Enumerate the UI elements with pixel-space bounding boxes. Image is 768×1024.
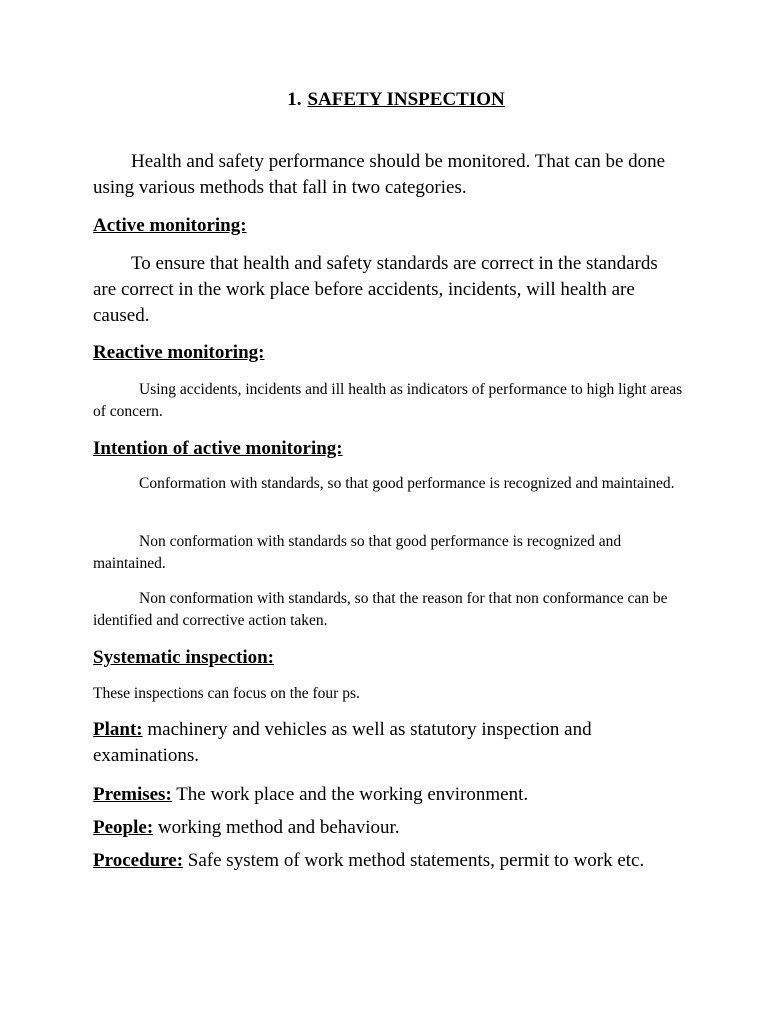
intention-item: Conformation with standards, so that good performance is recognized and maintained. (139, 475, 675, 492)
page-title (0, 88, 768, 112)
plant-term: Plant: (93, 719, 143, 740)
procedure-text: Safe system of work method statements, permit to work etc. (183, 850, 645, 871)
procedure-term: Procedure: (93, 850, 184, 871)
intention-item: Non conformation with standards, so that the reason for that non conformance can be identified and corrective action taken. (93, 590, 668, 629)
intro-paragraph: Health and safety performance should be monitored. That can be done using various methods that fall in two categories. (93, 151, 666, 198)
four-ps-plant (93, 717, 683, 769)
premises-text: The work place and the working environment. (171, 784, 529, 805)
active-monitoring-text: To ensure that health and safety standards are correct in the standards are correct in the work place before accidents, incidents, will health are caused. (93, 253, 658, 326)
premises-term: Premises: (93, 784, 172, 805)
plant-text: machinery and vehicles as well as statutory inspection and examinations. (93, 719, 592, 766)
title-number: 1. (287, 89, 302, 110)
four-ps-people (93, 815, 683, 841)
systematic-inspection-text: These inspections can focus on the four ps. (93, 685, 360, 702)
four-ps-premises (93, 782, 683, 808)
people-term: People: (93, 817, 154, 838)
active-monitoring-heading: Active monitoring: (93, 215, 247, 236)
four-ps-procedure (93, 848, 683, 874)
reactive-monitoring-heading: Reactive monitoring: (93, 342, 265, 363)
intention-item: Non conformation with standards so that good performance is recognized and maintained. (93, 533, 622, 572)
title-text: SAFETY INSPECTION (307, 89, 505, 110)
intention-heading: Intention of active monitoring: (93, 438, 343, 459)
people-text: working method and behaviour. (153, 817, 400, 838)
reactive-monitoring-text: Using accidents, incidents and ill health as indicators of performance to high light areas of concern. (93, 381, 683, 420)
systematic-inspection-heading: Systematic inspection: (93, 647, 275, 668)
